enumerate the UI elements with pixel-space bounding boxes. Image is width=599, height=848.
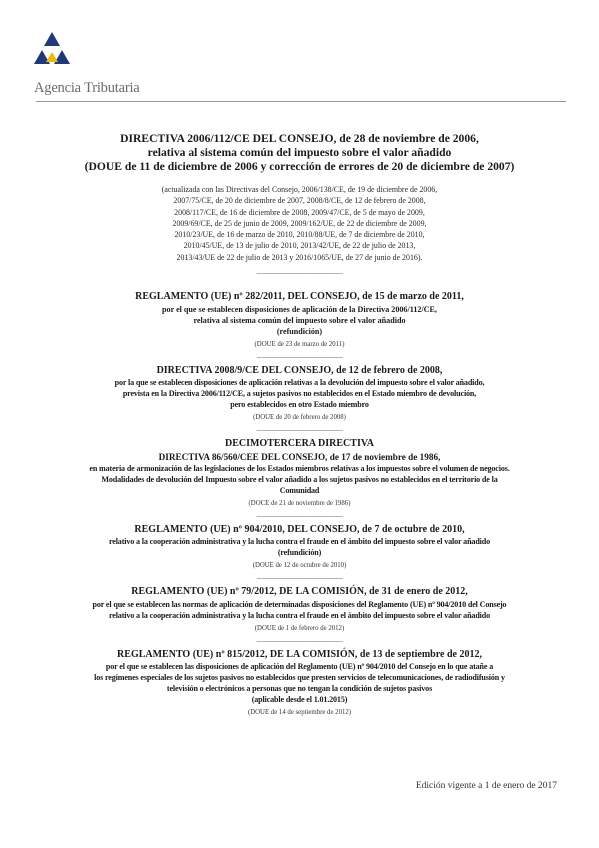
- block-subtitle-line: Modalidades de devolución del Impuesto sobre el valor añadido a los sujetos pasivos no establecidos en el territorio de la: [101, 474, 498, 484]
- directive-block: [30, 365, 569, 423]
- publication-reference: (DOUE de 23 de marzo de 2011): [254, 340, 345, 348]
- title-line: (DOUE de 11 de diciembre de 2006 y corrección de errores de 20 de diciembre de 2007): [84, 160, 515, 173]
- block-subtitle-line: Comunidad: [279, 485, 320, 495]
- page-header: [32, 30, 572, 102]
- separator: -----------------------------------------------: [256, 269, 343, 278]
- regulation-block: [30, 524, 569, 571]
- block-heading: DIRECTIVA 2008/9/CE DEL CONSEJO, de 12 de febrero de 2008,: [156, 364, 443, 376]
- block-subtitle-line: prevista en la Directiva 2006/112/CE, a sujetos pasivos no establecidos en el Estado miembro de devolución,: [122, 389, 477, 399]
- amendment-line: 2013/43/UE de 22 de julio de 2013 y 2016/1065/UE, de 27 de junio de 2016).: [176, 252, 423, 262]
- block-subtitle-line: (refundición): [276, 326, 323, 336]
- amendment-line: (actualizada con las Directivas del Consejo, 2006/138/CE, de 19 de diciembre de 2006,: [161, 185, 438, 194]
- edition-footer: Edición vigente a 1 de enero de 2017: [415, 781, 557, 791]
- separator: -----------------------------------------------: [256, 511, 343, 520]
- block-heading: REGLAMENTO (UE) nº 282/2011, DEL CONSEJO, de 15 de marzo de 2011,: [135, 291, 464, 303]
- publication-reference: (DOUE de 14 de septiembre de 2012): [247, 709, 352, 717]
- publication-reference: (DOCE de 21 de noviembre de 1986): [248, 499, 351, 507]
- document-body: [30, 132, 569, 717]
- block-subtitle-line: relativo a la cooperación administrativa y la lucha contra el fraude en el ámbito del impuesto sobre el valor añadido: [108, 537, 491, 547]
- header-divider: [36, 101, 566, 102]
- block-subtitle: [30, 304, 569, 337]
- separator: -----------------------------------------------: [256, 426, 343, 435]
- block-subtitle-line: televisión o electrónicos a personas que no tengan la condición de sujetos pasivos: [166, 684, 433, 694]
- block-subtitle: [30, 599, 569, 621]
- regulation-block: [30, 586, 569, 633]
- amendments-note: [30, 184, 569, 263]
- publication-reference: (DOUE de 20 de febrero de 2008): [253, 414, 346, 422]
- amendment-line: 2010/45/UE, de 13 de julio de 2010, 2013/42/UE, de 22 de julio de 2013,: [183, 241, 416, 251]
- regulation-block: [30, 649, 569, 718]
- block-subtitle-line: relativo a la cooperación administrativa y la lucha contra el fraude en el ámbito del impuesto sobre el valor añadido: [108, 610, 491, 620]
- block-subtitle-line: los regímenes especiales de los sujetos pasivos no establecidos que presten servicios de telecomunicaciones, de radiodifusión y: [94, 673, 505, 683]
- block-subtitle: [30, 463, 569, 496]
- block-heading: REGLAMENTO (UE) nº 904/2010, DEL CONSEJO, de 7 de octubre de 2010,: [134, 523, 465, 535]
- block-heading: REGLAMENTO (UE) nº 815/2012, DE LA COMISIÓN, de 13 de septiembre de 2012,: [117, 648, 482, 660]
- separator: -----------------------------------------------: [256, 352, 343, 361]
- agencia-tributaria-logo-icon: [32, 30, 72, 74]
- title-line: relativa al sistema común del impuesto sobre el valor añadido: [147, 146, 452, 159]
- document-title: [30, 132, 569, 174]
- block-subtitle-line: (refundición): [277, 548, 322, 558]
- amendment-line: 2010/23/UE, de 16 de marzo de 2010, 2010/88/UE, de 7 de diciembre de 2010,: [174, 230, 425, 240]
- separator: -----------------------------------------------: [256, 574, 343, 583]
- block-subheading: DIRECTIVA 86/560/CEE DEL CONSEJO, de 17 de noviembre de 1986,: [158, 451, 441, 462]
- publication-reference: (DOUE de 1 de febrero de 2012): [254, 624, 345, 632]
- regulation-block: [30, 291, 569, 349]
- block-subtitle-line: por el que se establecen las normas de aplicación de determinadas disposiciones del Reglamento (UE) nº 904/2010 del Consejo: [92, 599, 507, 609]
- block-heading: REGLAMENTO (UE) nº 79/2012, DE LA COMISIÓN, de 31 de enero de 2012,: [131, 586, 468, 598]
- block-subtitle-line: por el que se establecen disposiciones de aplicación de la Directiva 2006/112/CE,: [162, 304, 437, 314]
- separator: -----------------------------------------------: [256, 636, 343, 645]
- directive-block: [30, 438, 569, 508]
- block-subtitle-line: (aplicable desde el 1.01.2015): [251, 695, 348, 705]
- block-subtitle-line: pero establecidos en otro Estado miembro: [230, 400, 369, 410]
- publication-reference: (DOUE de 12 de octubre de 2010): [252, 562, 347, 570]
- block-subtitle: [30, 377, 569, 410]
- amendment-line: 2008/117/CE, de 16 de diciembre de 2008, 2009/47/CE, de 5 de mayo de 2009,: [174, 207, 425, 217]
- block-subtitle: [30, 661, 569, 705]
- amendment-line: 2007/75/CE, de 20 de diciembre de 2007, 2008/8/CE, de 12 de febrero de 2008,: [173, 196, 426, 206]
- block-subtitle-line: por la que se establecen disposiciones de aplicación relativas a la devolución del impuesto sobre el valor añadido,: [114, 378, 485, 388]
- title-line: DIRECTIVA 2006/112/CE DEL CONSEJO, de 28 de noviembre de 2006,: [120, 132, 479, 145]
- amendment-line: 2009/69/CE, de 25 de junio de 2009, 2009/162/UE, de 22 de diciembre de 2009,: [172, 218, 427, 228]
- agency-name: Agencia Tributaria: [34, 80, 140, 96]
- block-subtitle-line: relativa al sistema común del impuesto sobre el valor añadido: [193, 315, 406, 325]
- block-subtitle-line: en materia de armonización de las legislaciones de los Estados miembros relativas a los impuestos sobre el volumen de negocios.: [89, 463, 510, 473]
- block-heading: DECIMOTERCERA DIRECTIVA: [224, 438, 374, 450]
- block-subtitle-line: por el que se establecen las disposiciones de aplicación del Reglamento (UE) nº 904/2010 del Consejo en lo que atañe a: [105, 662, 494, 672]
- block-subtitle: [30, 536, 569, 558]
